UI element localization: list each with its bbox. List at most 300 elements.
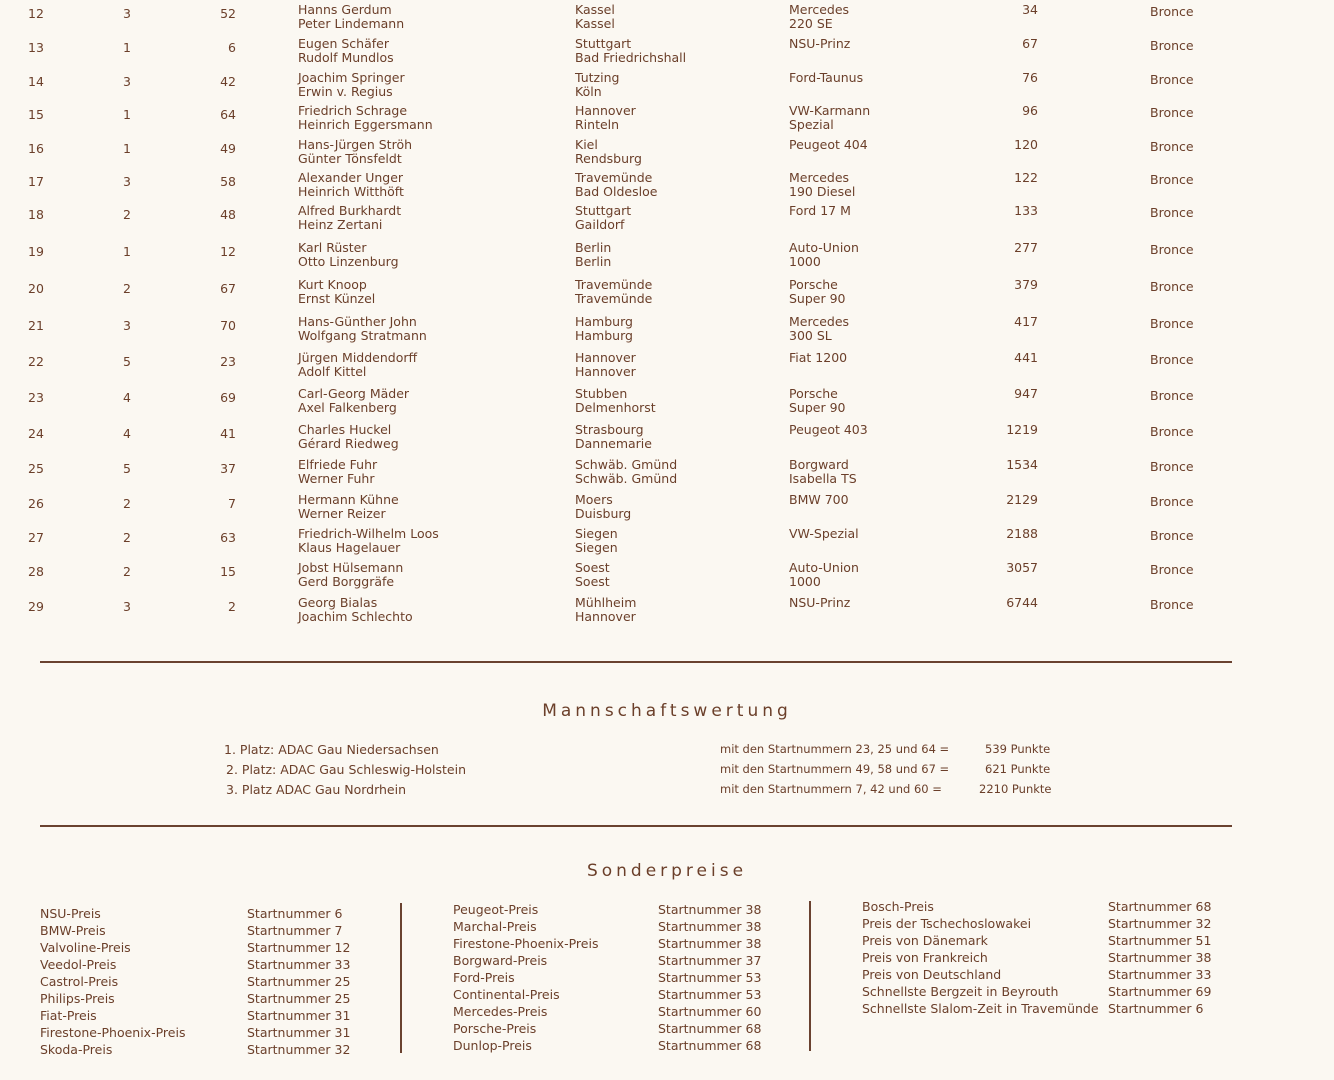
- place-cell: 15: [28, 107, 44, 122]
- crew-cell-line: Hanns Gerdum: [298, 2, 392, 17]
- city-cell-line: Hamburg: [575, 328, 633, 343]
- points-cell: 122: [1014, 170, 1038, 185]
- prize-start-number: Startnummer 7: [247, 923, 343, 938]
- start-number-cell: 42: [220, 74, 236, 89]
- crew-cell: [298, 71, 405, 99]
- crew-cell-line: Günter Tönsfeldt: [298, 151, 402, 166]
- team-points: 539 Punkte: [985, 742, 1051, 756]
- table-row: [0, 596, 1334, 630]
- prize-start-number: Startnummer 53: [658, 987, 762, 1002]
- crew-cell: [298, 278, 375, 306]
- crew-cell: [298, 241, 399, 269]
- table-row: [0, 3, 1334, 37]
- table-row: [0, 171, 1334, 205]
- city-cell-line: Hannover: [575, 609, 636, 624]
- city-cell-line: Schwäb. Gmünd: [575, 457, 678, 472]
- class-cell: 3: [123, 174, 131, 189]
- city-cell-line: Berlin: [575, 254, 612, 269]
- team-ranking-title: Mannschaftswertung: [542, 701, 792, 721]
- table-row: [0, 37, 1334, 71]
- class-cell: 3: [123, 74, 131, 89]
- table-row: [0, 241, 1334, 275]
- prize-name: Skoda-Preis: [40, 1042, 113, 1057]
- car-cell-line: Mercedes: [789, 2, 850, 17]
- city-cell: [575, 241, 611, 269]
- prize-start-number: Startnummer 25: [247, 974, 351, 989]
- column-divider: [400, 903, 402, 1053]
- crew-cell: [298, 527, 439, 555]
- prize-row: [862, 898, 1222, 915]
- class-cell: 3: [123, 599, 131, 614]
- city-cell-line: Bad Oldesloe: [575, 184, 658, 199]
- crew-cell-line: Friedrich-Wilhelm Loos: [298, 526, 439, 541]
- prize-name: Fiat-Preis: [40, 1008, 97, 1023]
- crew-cell: [298, 493, 399, 521]
- car-cell-line: Fiat 1200: [789, 350, 848, 365]
- car-cell: [789, 204, 851, 218]
- car-cell: [789, 3, 849, 31]
- place-cell: 26: [28, 496, 44, 511]
- car-cell-line: Mercedes: [789, 170, 850, 185]
- award-cell: Bronce: [1150, 459, 1194, 474]
- crew-cell-line: Erwin v. Regius: [298, 84, 393, 99]
- start-number-cell: 69: [220, 390, 236, 405]
- car-cell: [789, 561, 859, 589]
- award-cell: Bronce: [1150, 279, 1194, 294]
- crew-cell-line: Werner Fuhr: [298, 471, 375, 486]
- start-number-cell: 7: [228, 496, 236, 511]
- points-cell: 1219: [1006, 422, 1038, 437]
- car-cell-line: 300 SL: [789, 328, 832, 343]
- points-cell: 417: [1014, 314, 1038, 329]
- car-cell-line: Super 90: [789, 400, 846, 415]
- car-cell-line: 220 SE: [789, 16, 833, 31]
- prize-start-number: Startnummer 33: [1108, 967, 1212, 982]
- car-cell: [789, 527, 859, 541]
- points-cell: 96: [1022, 103, 1038, 118]
- crew-cell-line: Joachim Schlechto: [298, 609, 413, 624]
- table-row: [0, 561, 1334, 595]
- car-cell: [789, 241, 859, 269]
- start-number-cell: 67: [220, 281, 236, 296]
- prize-row: [862, 915, 1222, 932]
- prize-start-number: Startnummer 32: [247, 1042, 351, 1057]
- city-cell: [575, 3, 615, 31]
- column-divider: [809, 901, 811, 1051]
- prize-start-number: Startnummer 32: [1108, 916, 1212, 931]
- prize-name: Preis von Deutschland: [862, 967, 1002, 982]
- team-entry: [0, 742, 1334, 760]
- prize-row: [453, 969, 773, 986]
- prize-start-number: Startnummer 51: [1108, 933, 1212, 948]
- award-cell: Bronce: [1150, 388, 1194, 403]
- prize-name: Veedol-Preis: [40, 957, 117, 972]
- points-cell: 76: [1022, 70, 1038, 85]
- car-cell: [789, 278, 846, 306]
- city-cell-line: Berlin: [575, 240, 612, 255]
- class-cell: 4: [123, 426, 131, 441]
- prize-name: Bosch-Preis: [862, 899, 934, 914]
- prize-row: [453, 901, 773, 918]
- prize-start-number: Startnummer 37: [658, 953, 762, 968]
- team-entry: [0, 762, 1334, 780]
- car-cell-line: Ford-Taunus: [789, 70, 864, 85]
- place-cell: 21: [28, 318, 44, 333]
- car-cell-line: Isabella TS: [789, 471, 857, 486]
- prize-name: Valvoline-Preis: [40, 940, 131, 955]
- crew-cell: [298, 104, 433, 132]
- prize-start-number: Startnummer 68: [1108, 899, 1212, 914]
- prize-row: [40, 1007, 360, 1024]
- city-cell-line: Kassel: [575, 2, 615, 17]
- city-cell-line: Köln: [575, 84, 602, 99]
- place-cell: 17: [28, 174, 44, 189]
- car-cell-line: NSU-Prinz: [789, 595, 851, 610]
- city-cell-line: Rendsburg: [575, 151, 642, 166]
- award-cell: Bronce: [1150, 4, 1194, 19]
- crew-cell-line: Kurt Knoop: [298, 277, 367, 292]
- crew-cell: [298, 561, 403, 589]
- class-cell: 2: [123, 207, 131, 222]
- crew-cell-line: Hans-Günther John: [298, 314, 417, 329]
- crew-cell: [298, 204, 401, 232]
- table-row: [0, 71, 1334, 105]
- city-cell-line: Travemünde: [575, 170, 653, 185]
- prize-name: NSU-Preis: [40, 906, 101, 921]
- city-cell: [575, 204, 631, 232]
- prize-column-1: [40, 905, 360, 1058]
- class-cell: 5: [123, 354, 131, 369]
- city-cell-line: Stuttgart: [575, 203, 632, 218]
- city-cell-line: Travemünde: [575, 277, 653, 292]
- crew-cell-line: Eugen Schäfer: [298, 36, 389, 51]
- points-cell: 947: [1014, 386, 1038, 401]
- place-cell: 25: [28, 461, 44, 476]
- crew-cell-line: Gerd Borggräfe: [298, 574, 395, 589]
- city-cell-line: Kassel: [575, 16, 615, 31]
- crew-cell-line: Alfred Burkhardt: [298, 203, 402, 218]
- crew-cell: [298, 138, 412, 166]
- table-row: [0, 527, 1334, 561]
- prize-start-number: Startnummer 25: [247, 991, 351, 1006]
- city-cell-line: Gaildorf: [575, 217, 625, 232]
- class-cell: 1: [123, 107, 131, 122]
- prize-start-number: Startnummer 6: [1108, 1001, 1204, 1016]
- city-cell: [575, 138, 642, 166]
- city-cell: [575, 423, 652, 451]
- crew-cell-line: Otto Linzenburg: [298, 254, 399, 269]
- team-numbers: mit den Startnummern 23, 25 und 64 =: [720, 742, 950, 756]
- crew-cell: [298, 596, 413, 624]
- start-number-cell: 52: [220, 6, 236, 21]
- prize-row: [40, 1041, 360, 1058]
- prize-row: [453, 952, 773, 969]
- points-cell: 277: [1014, 240, 1038, 255]
- team-entry: [0, 782, 1334, 800]
- city-cell-line: Mühlheim: [575, 595, 637, 610]
- special-prizes-title: Sonderpreise: [586, 861, 748, 881]
- prize-start-number: Startnummer 38: [658, 919, 762, 934]
- prize-start-number: Startnummer 38: [658, 902, 762, 917]
- prize-start-number: Startnummer 12: [247, 940, 351, 955]
- start-number-cell: 64: [220, 107, 236, 122]
- prize-start-number: Startnummer 68: [658, 1021, 762, 1036]
- place-cell: 13: [28, 40, 44, 55]
- city-cell-line: Schwäb. Gmünd: [575, 471, 678, 486]
- crew-cell: [298, 423, 399, 451]
- car-cell: [789, 104, 870, 132]
- crew-cell-line: Wolfgang Stratmann: [298, 328, 427, 343]
- city-cell: [575, 171, 657, 199]
- prize-start-number: Startnummer 53: [658, 970, 762, 985]
- car-cell-line: 1000: [789, 574, 821, 589]
- table-row: [0, 351, 1334, 385]
- table-row: [0, 423, 1334, 457]
- city-cell: [575, 278, 652, 306]
- city-cell-line: Moers: [575, 492, 613, 507]
- crew-cell-line: Gérard Riedweg: [298, 436, 399, 451]
- crew-cell-line: Rudolf Mundlos: [298, 50, 394, 65]
- prize-start-number: Startnummer 38: [658, 936, 762, 951]
- city-cell-line: Stubben: [575, 386, 628, 401]
- crew-cell-line: Georg Bialas: [298, 595, 378, 610]
- place-cell: 28: [28, 564, 44, 579]
- start-number-cell: 37: [220, 461, 236, 476]
- city-cell-line: Strasbourg: [575, 422, 644, 437]
- prize-start-number: Startnummer 6: [247, 906, 343, 921]
- crew-cell-line: Friedrich Schrage: [298, 103, 408, 118]
- award-cell: Bronce: [1150, 38, 1194, 53]
- crew-cell-line: Jobst Hülsemann: [298, 560, 404, 575]
- prize-row: [453, 986, 773, 1003]
- prize-name: Castrol-Preis: [40, 974, 119, 989]
- crew-cell-line: Werner Reizer: [298, 506, 386, 521]
- prize-name: Borgward-Preis: [453, 953, 548, 968]
- points-cell: 34: [1022, 2, 1038, 17]
- table-row: [0, 387, 1334, 421]
- prize-name: Firestone-Phoenix-Preis: [40, 1025, 186, 1040]
- prize-row: [40, 939, 360, 956]
- city-cell: [575, 351, 636, 379]
- prize-start-number: Startnummer 31: [247, 1025, 351, 1040]
- city-cell: [575, 37, 686, 65]
- car-cell-line: Peugeot 404: [789, 137, 868, 152]
- car-cell: [789, 138, 868, 152]
- prize-name: Dunlop-Preis: [453, 1038, 532, 1053]
- car-cell-line: NSU-Prinz: [789, 36, 851, 51]
- crew-cell-line: Klaus Hagelauer: [298, 540, 401, 555]
- car-cell: [789, 71, 863, 85]
- crew-cell: [298, 351, 417, 379]
- prize-start-number: Startnummer 31: [247, 1008, 351, 1023]
- prize-row: [40, 1024, 360, 1041]
- car-cell-line: VW-Karmann: [789, 103, 871, 118]
- award-cell: Bronce: [1150, 424, 1194, 439]
- prize-name: Marchal-Preis: [453, 919, 537, 934]
- award-cell: Bronce: [1150, 205, 1194, 220]
- class-cell: 3: [123, 318, 131, 333]
- class-cell: 2: [123, 530, 131, 545]
- city-cell: [575, 315, 633, 343]
- divider-top: [40, 661, 1232, 663]
- city-cell: [575, 596, 636, 624]
- city-cell-line: Tutzing: [575, 70, 620, 85]
- city-cell-line: Kiel: [575, 137, 598, 152]
- prize-row: [453, 1037, 773, 1054]
- prize-row: [862, 1000, 1222, 1017]
- award-cell: Bronce: [1150, 72, 1194, 87]
- points-cell: 133: [1014, 203, 1038, 218]
- crew-cell-line: Jürgen Middendorff: [298, 350, 418, 365]
- crew-cell-line: Heinrich Eggersmann: [298, 117, 433, 132]
- points-cell: 379: [1014, 277, 1038, 292]
- table-row: [0, 315, 1334, 349]
- prize-row: [40, 973, 360, 990]
- prize-start-number: Startnummer 68: [658, 1038, 762, 1053]
- points-cell: 3057: [1006, 560, 1038, 575]
- award-cell: Bronce: [1150, 352, 1194, 367]
- award-cell: Bronce: [1150, 172, 1194, 187]
- car-cell-line: Porsche: [789, 386, 838, 401]
- city-cell-line: Dannemarie: [575, 436, 652, 451]
- class-cell: 2: [123, 281, 131, 296]
- table-row: [0, 493, 1334, 527]
- place-cell: 12: [28, 6, 44, 21]
- city-cell-line: Bad Friedrichshall: [575, 50, 687, 65]
- start-number-cell: 12: [220, 244, 236, 259]
- city-cell: [575, 527, 618, 555]
- team-points: 621 Punkte: [985, 762, 1051, 776]
- car-cell-line: VW-Spezial: [789, 526, 859, 541]
- team-numbers: mit den Startnummern 7, 42 und 60 =: [720, 782, 942, 796]
- prize-name: Mercedes-Preis: [453, 1004, 548, 1019]
- award-cell: Bronce: [1150, 139, 1194, 154]
- crew-cell-line: Peter Lindemann: [298, 16, 405, 31]
- city-cell-line: Travemünde: [575, 291, 653, 306]
- place-cell: 29: [28, 599, 44, 614]
- team-place: 3. Platz ADAC Gau Nordrhein: [226, 782, 407, 797]
- crew-cell-line: Hermann Kühne: [298, 492, 399, 507]
- city-cell-line: Siegen: [575, 526, 618, 541]
- city-cell: [575, 387, 656, 415]
- award-cell: Bronce: [1150, 242, 1194, 257]
- prize-name: Preis von Frankreich: [862, 950, 988, 965]
- city-cell-line: Rinteln: [575, 117, 620, 132]
- prize-row: [40, 990, 360, 1007]
- crew-cell: [298, 37, 394, 65]
- crew-cell-line: Ernst Künzel: [298, 291, 376, 306]
- start-number-cell: 70: [220, 318, 236, 333]
- crew-cell-line: Hans-Jürgen Ströh: [298, 137, 413, 152]
- place-cell: 16: [28, 141, 44, 156]
- city-cell-line: Siegen: [575, 540, 618, 555]
- prize-row: [862, 932, 1222, 949]
- points-cell: 441: [1014, 350, 1038, 365]
- city-cell-line: Hannover: [575, 364, 636, 379]
- award-cell: Bronce: [1150, 105, 1194, 120]
- prize-name: Porsche-Preis: [453, 1021, 537, 1036]
- city-cell-line: Hannover: [575, 350, 636, 365]
- start-number-cell: 48: [220, 207, 236, 222]
- crew-cell-line: Joachim Springer: [298, 70, 405, 85]
- prize-name: Schnellste Bergzeit in Beyrouth: [862, 984, 1059, 999]
- city-cell-line: Hamburg: [575, 314, 633, 329]
- start-number-cell: 63: [220, 530, 236, 545]
- team-points: 2210 Punkte: [979, 782, 1052, 796]
- car-cell-line: Peugeot 403: [789, 422, 868, 437]
- prize-row: [453, 918, 773, 935]
- car-cell-line: 1000: [789, 254, 821, 269]
- award-cell: Bronce: [1150, 494, 1194, 509]
- prize-start-number: Startnummer 69: [1108, 984, 1212, 999]
- class-cell: 1: [123, 141, 131, 156]
- prize-name: Schnellste Slalom-Zeit in Travemünde: [862, 1001, 1099, 1016]
- place-cell: 27: [28, 530, 44, 545]
- class-cell: 2: [123, 564, 131, 579]
- prize-name: BMW-Preis: [40, 923, 106, 938]
- prize-name: Peugeot-Preis: [453, 902, 539, 917]
- prize-start-number: Startnummer 33: [247, 957, 351, 972]
- prize-row: [40, 956, 360, 973]
- table-row: [0, 138, 1334, 172]
- car-cell: [789, 423, 868, 437]
- car-cell: [789, 458, 857, 486]
- car-cell-line: Super 90: [789, 291, 846, 306]
- crew-cell-line: Alexander Unger: [298, 170, 404, 185]
- crew-cell-line: Karl Rüster: [298, 240, 367, 255]
- start-number-cell: 6: [228, 40, 236, 55]
- points-cell: 67: [1022, 36, 1038, 51]
- prize-column-3: [862, 898, 1222, 1017]
- car-cell-line: Auto-Union: [789, 240, 859, 255]
- place-cell: 14: [28, 74, 44, 89]
- place-cell: 23: [28, 390, 44, 405]
- divider-bottom: [40, 825, 1232, 827]
- prize-start-number: Startnummer 38: [1108, 950, 1212, 965]
- class-cell: 3: [123, 6, 131, 21]
- points-cell: 2188: [1006, 526, 1038, 541]
- prize-row: [40, 905, 360, 922]
- city-cell: [575, 71, 619, 99]
- crew-cell-line: Elfriede Fuhr: [298, 457, 378, 472]
- city-cell: [575, 561, 610, 589]
- prize-name: Preis von Dänemark: [862, 933, 988, 948]
- class-cell: 4: [123, 390, 131, 405]
- prize-row: [862, 949, 1222, 966]
- points-cell: 120: [1014, 137, 1038, 152]
- points-cell: 2129: [1006, 492, 1038, 507]
- car-cell: [789, 171, 855, 199]
- place-cell: 22: [28, 354, 44, 369]
- car-cell-line: Mercedes: [789, 314, 850, 329]
- crew-cell: [298, 315, 427, 343]
- start-number-cell: 41: [220, 426, 236, 441]
- city-cell-line: Delmenhorst: [575, 400, 656, 415]
- prize-start-number: Startnummer 60: [658, 1004, 762, 1019]
- city-cell-line: Stuttgart: [575, 36, 632, 51]
- team-place: 1. Platz: ADAC Gau Niedersachsen: [224, 742, 439, 757]
- car-cell-line: Ford 17 M: [789, 203, 851, 218]
- table-row: [0, 204, 1334, 238]
- crew-cell-line: Charles Huckel: [298, 422, 392, 437]
- prize-name: Preis der Tschechoslowakei: [862, 916, 1032, 931]
- car-cell: [789, 596, 850, 610]
- crew-cell: [298, 458, 377, 486]
- crew-cell-line: Adolf Kittel: [298, 364, 367, 379]
- car-cell-line: Spezial: [789, 117, 834, 132]
- car-cell-line: Borgward: [789, 457, 849, 472]
- car-cell-line: 190 Diesel: [789, 184, 856, 199]
